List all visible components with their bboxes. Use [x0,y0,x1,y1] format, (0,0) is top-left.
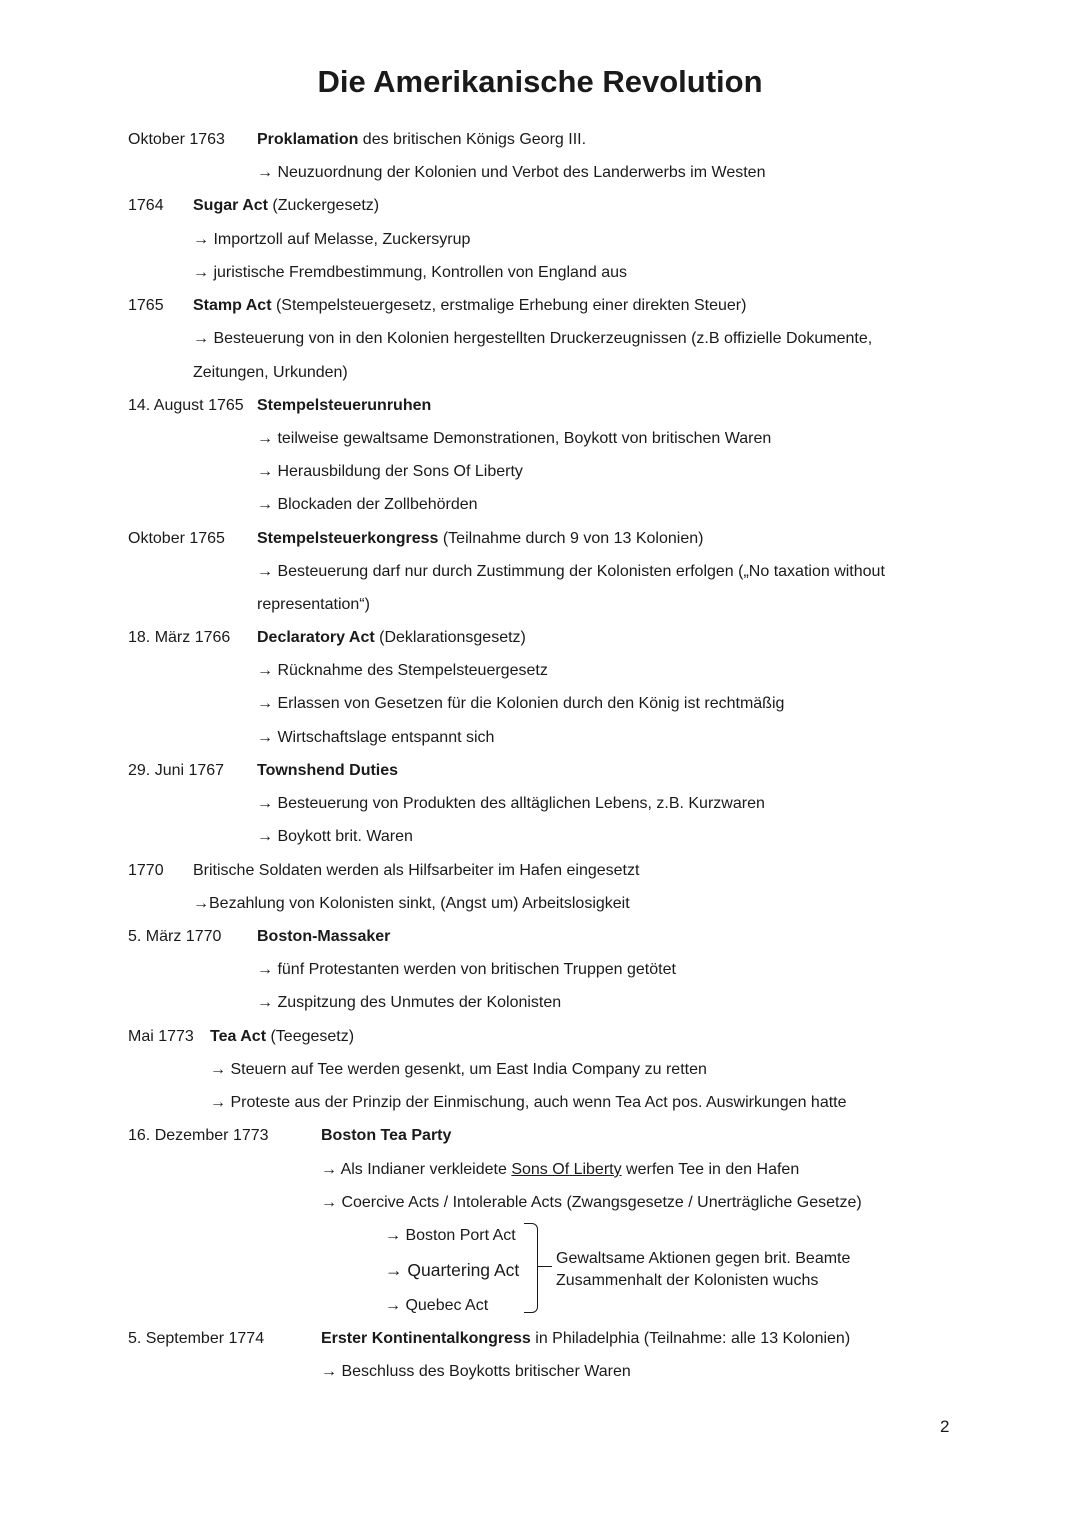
event-title: Stempelsteuerunruhen [257,397,432,414]
event-point: → Proteste aus der Prinzip der Einmischung, auch wenn Tea Act pos. Auswirkungen hatte [210,1094,847,1111]
event-title: Boston Tea Party [321,1127,452,1144]
event-point [321,1160,799,1180]
event-heading [257,396,431,416]
event-detail: (Zuckergesetz) [267,197,380,214]
curly-brace-icon [524,1223,538,1313]
event-heading [321,1126,451,1146]
point-text: werfen Tee in den Hafen [621,1161,800,1178]
event-title: Sugar Act [193,197,268,214]
event-point: → Zuspitzung des Unmutes der Kolonisten [257,994,562,1011]
act-item: → Boston Port Act [385,1227,516,1244]
event-detail: in Philadelphia (Teilnahme: alle 13 Kolonien) [530,1330,851,1347]
acts-note: Gewaltsame Aktionen gegen brit. Beamte [556,1250,851,1267]
event-point: → Besteuerung darf nur durch Zustimmung der Kolonisten erfolgen („No taxation without [257,563,885,580]
date-label: 29. Juni 1767 [128,762,225,779]
event-heading [193,196,379,216]
date-label: 1764 [128,197,164,214]
date-label: Mai 1773 [128,1028,194,1045]
event-heading [257,130,586,150]
date-label: 5. März 1770 [128,928,222,945]
act-item: → Quebec Act [385,1297,489,1314]
date-label: 1765 [128,297,164,314]
date-label: 5. September 1774 [128,1330,265,1347]
event-point: → Beschluss des Boykotts britischer Waren [321,1363,631,1380]
event-detail: (Deklarationsgesetz) [374,629,526,646]
event-heading [257,927,390,947]
date-label: 14. August 1765 [128,397,244,414]
event-heading [257,761,398,781]
event-detail: (Stempelsteuergesetz, erstmalige Erhebung einer direkten Steuer) [271,297,747,314]
event-point: →Bezahlung von Kolonisten sinkt, (Angst um) Arbeitslosigkeit [193,895,630,912]
event-point: → Besteuerung von Produkten des alltäglichen Lebens, z.B. Kurzwaren [257,795,765,812]
event-heading [210,1027,354,1047]
event-title: Declaratory Act [257,629,375,646]
acts-note: Zusammenhalt der Kolonisten wuchs [556,1272,819,1289]
event-title: Townshend Duties [257,762,399,779]
event-point: Zeitungen, Urkunden) [193,364,348,381]
act-item: → Quartering Act [385,1260,520,1280]
event-point: → teilweise gewaltsame Demonstrationen, Boykott von britischen Waren [257,430,772,447]
point-text: → Als Indianer verkleidete [321,1161,512,1178]
event-point: → Herausbildung der Sons Of Liberty [257,463,523,480]
event-point: → fünf Protestanten werden von britischen Truppen getötet [257,961,676,978]
event-point: → Boykott brit. Waren [257,828,413,845]
event-heading [193,861,639,881]
event-detail: des britischen Königs Georg III. [358,131,587,148]
page-title: Die Amerikanische Revolution [317,64,763,99]
event-point: → Neuzuordnung der Kolonien und Verbot des Landerwerbs im Westen [257,164,766,181]
event-title: Tea Act [210,1028,267,1045]
event-title: Erster Kontinentalkongress [321,1330,531,1347]
event-heading [193,296,746,316]
event-point: → Erlassen von Gesetzen für die Kolonien durch den König ist rechtmäßig [257,695,785,712]
event-point: → Blockaden der Zollbehörden [257,496,478,513]
event-detail: (Teegesetz) [266,1028,355,1045]
event-detail: Britische Soldaten werden als Hilfsarbeiter im Hafen eingesetzt [193,862,640,879]
event-point: → Besteuerung von in den Kolonien hergestellten Druckerzeugnissen (z.B offizielle Dokumente, [193,330,873,347]
event-point: → Steuern auf Tee werden gesenkt, um East India Company zu retten [210,1061,707,1078]
date-label: Oktober 1763 [128,131,225,148]
event-point: → juristische Fremdbestimmung, Kontrollen von England aus [193,264,627,281]
event-title: Proklamation [257,131,359,148]
event-point: → Rücknahme des Stempelsteuergesetz [257,662,548,679]
event-heading [257,628,526,648]
event-point: → Wirtschaftslage entspannt sich [257,729,495,746]
date-label: Oktober 1765 [128,530,225,547]
sons-of-liberty-underlined: Sons Of Liberty [511,1161,622,1178]
date-label: 1770 [128,862,164,879]
event-heading [257,529,703,549]
brace-tip [538,1266,552,1267]
event-point: → Importzoll auf Melasse, Zuckersyrup [193,231,471,248]
event-title: Stamp Act [193,297,272,314]
event-detail: (Teilnahme durch 9 von 13 Kolonien) [438,530,704,547]
date-label: 18. März 1766 [128,629,231,646]
event-heading [321,1329,850,1349]
date-label: 16. Dezember 1773 [128,1127,269,1144]
page-number: 2 [940,1417,950,1436]
event-title: Stempelsteuerkongress [257,530,439,547]
event-title: Boston-Massaker [257,928,391,945]
event-point: → Coercive Acts / Intolerable Acts (Zwangsgesetze / Unerträgliche Gesetze) [321,1194,862,1211]
event-point: representation“) [257,596,370,613]
